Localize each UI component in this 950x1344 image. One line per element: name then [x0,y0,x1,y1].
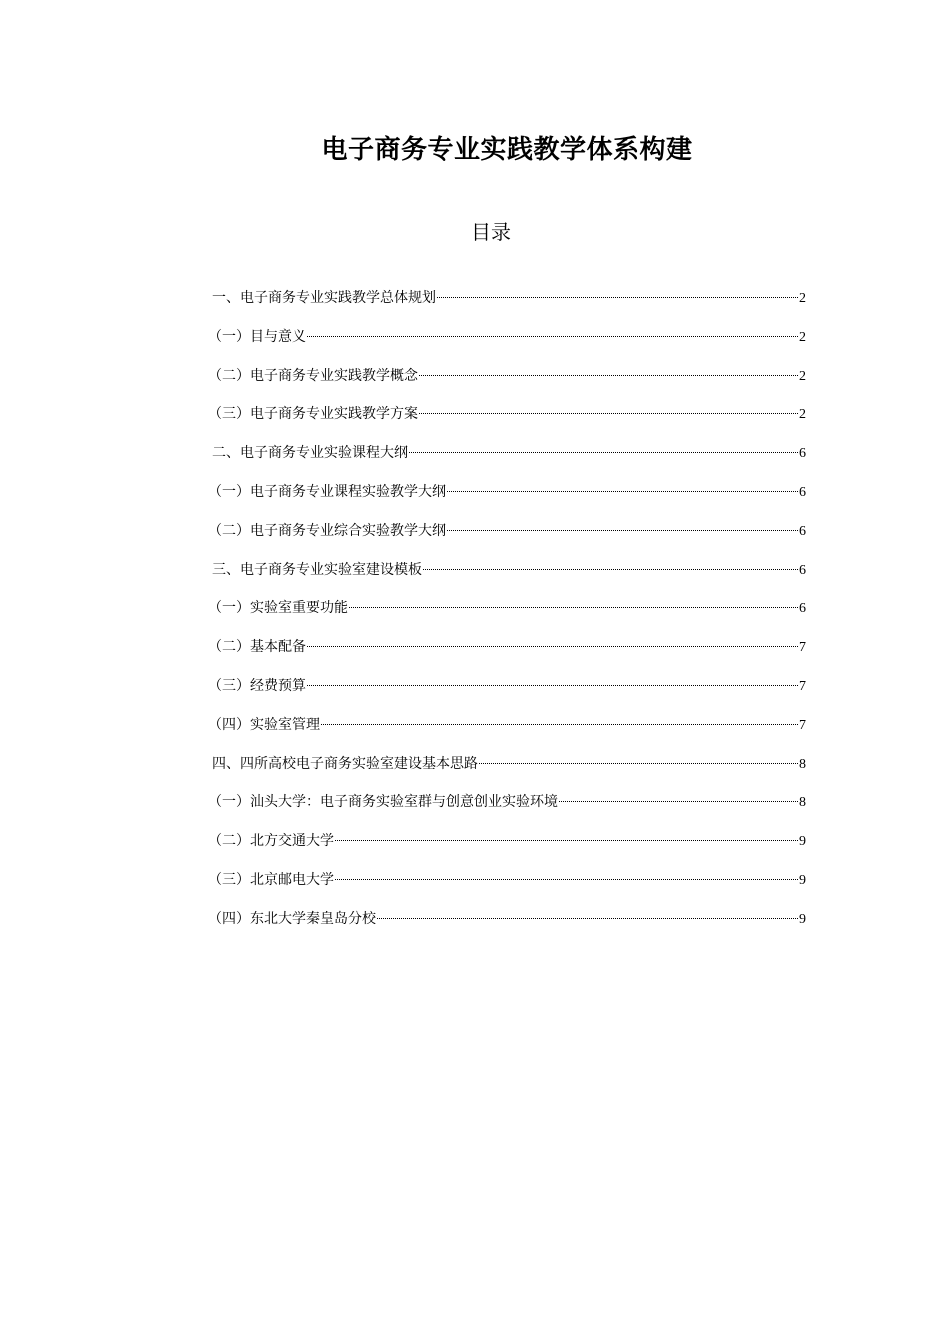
toc-entry-page-number: 2 [799,329,806,345]
toc-entry-page-number: 8 [799,795,806,811]
toc-entry-page-number: 6 [799,446,806,462]
toc-dot-leader [479,763,798,764]
toc-dot-leader [559,801,798,802]
toc-entry[interactable] [208,596,806,635]
toc-dot-leader [447,491,798,492]
toc-entry-text: （一）汕头大学：电子商务实验室群与创意创业实验环境 [208,794,558,811]
toc-entry-text: 一、电子商务专业实践教学总体规划 [212,290,436,306]
toc-dot-leader [335,879,798,880]
toc-entry[interactable] [212,286,806,325]
toc-entry-page-number: 7 [799,717,806,733]
toc-dot-leader [419,375,798,376]
toc-entry-page-number: 7 [799,640,806,656]
toc-entry[interactable] [208,635,806,674]
toc-dot-leader [447,530,798,531]
toc-entry-text: （二）北方交通大学 [208,833,334,850]
toc-entry-page-number: 6 [799,562,806,578]
toc-dot-leader [377,918,798,919]
toc-dot-leader [419,413,798,414]
toc-dot-leader [349,607,798,608]
table-of-contents [208,286,806,946]
toc-entry-text: （一）实验室重要功能 [208,600,348,617]
toc-dot-leader [335,840,798,841]
toc-entry-page-number: 6 [799,601,806,617]
toc-entry-text: （三）北京邮电大学 [208,871,334,888]
toc-entry-page-number: 7 [799,678,806,694]
toc-dot-leader [307,336,798,337]
toc-entry-text: （一）电子商务专业课程实验教学大纲 [208,483,446,500]
toc-entry[interactable] [212,441,806,480]
toc-entry[interactable] [208,402,806,441]
toc-entry-text: 四、四所高校电子商务实验室建设基本思路 [212,755,478,772]
toc-entry-page-number: 9 [799,834,806,850]
toc-entry-page-number: 9 [799,872,806,888]
toc-entry-text: （四）实验室管理 [208,716,320,733]
toc-dot-leader [423,569,798,570]
document-title: 电子商务专业实践教学体系构建 [321,135,693,165]
toc-entry[interactable] [212,558,806,597]
toc-entry-page-number: 6 [799,484,806,500]
toc-entry-page-number: 9 [799,911,806,927]
toc-dot-leader [307,646,798,647]
toc-entry-text: 二、电子商务专业实验课程大纲 [212,445,408,462]
toc-entry-page-number: 2 [799,368,806,384]
toc-entry[interactable] [208,713,806,752]
toc-dot-leader [409,452,798,453]
toc-entry-page-number: 6 [799,523,806,539]
toc-entry[interactable] [208,364,806,403]
toc-entry[interactable] [208,907,806,946]
toc-entry-text: （二）电子商务专业实践教学概念 [208,367,418,384]
toc-entry-text: （四）东北大学秦皇岛分校 [208,910,376,927]
toc-entry-page-number: 2 [799,291,806,306]
toc-dot-leader [321,724,798,725]
toc-entry-text: （三）电子商务专业实践教学方案 [208,406,418,423]
toc-entry-page-number: 8 [799,756,806,772]
toc-entry-text: （二）基本配备 [208,639,306,656]
toc-entry[interactable] [208,674,806,713]
toc-entry[interactable] [208,790,806,829]
toc-dot-leader [437,297,798,298]
toc-dot-leader [307,685,798,686]
toc-entry[interactable] [208,325,806,364]
toc-entry[interactable] [208,480,806,519]
toc-entry[interactable] [208,868,806,907]
toc-entry-text: 三、电子商务专业实验室建设模板 [212,561,422,578]
toc-entry[interactable] [212,752,806,791]
toc-entry-text: （三）经费预算 [208,677,306,694]
toc-entry[interactable] [208,519,806,558]
toc-entry-text: （一）目与意义 [208,328,306,345]
toc-entry-page-number: 2 [799,407,806,423]
toc-entry[interactable] [208,829,806,868]
toc-entry-text: （二）电子商务专业综合实验教学大纲 [208,522,446,539]
toc-heading: 目录 [471,220,511,244]
